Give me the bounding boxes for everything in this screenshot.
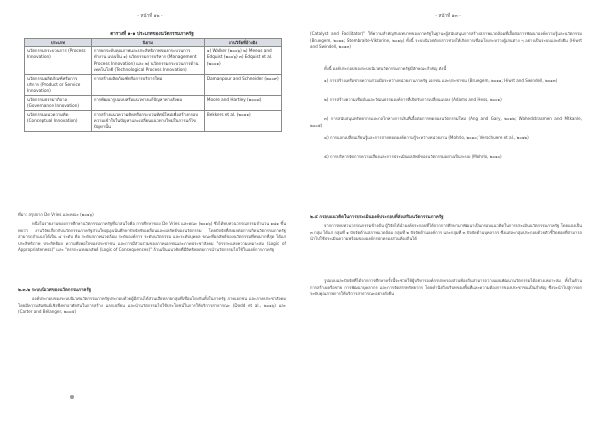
left-page — [8, 0, 292, 424]
list-item: ๑) การสร้างเครือข่ายความร่วมมือระหว่างหน่วยงานภาครัฐ เอกชน และประชาชน (Bruegem, ๒๐๑๑; Hiwrt and Swindell, ๒๐๑๓) — [324, 78, 558, 83]
table-cell: การยกระดับคุณภาพและประสิทธิภาพของกระบวนการทำงาน แบ่งเป็น ๑) นวัตกรรมการบริหาร (Management Process Innovation) และ ๒) นวัตกรรมกระบวนการด้านเทคโนโลยี (Technological Process Innovation) — [91, 47, 204, 75]
page-number: - หน้าที่ ๑๓ - — [435, 14, 461, 19]
table-row — [25, 47, 282, 75]
list-item: ๔) การแลกเปลี่ยนเรียนรู้และการถ่ายทอดองค์ความรู้ระหว่างหน่วยงาน (Mohrlo, ๒๐๑๐; Verschuere et al., ๒๐๑๒) — [324, 135, 529, 140]
table-header-cell: นิยาม — [91, 39, 204, 47]
scan-mark — [70, 395, 74, 399]
table-row — [25, 96, 282, 111]
body-paragraph: ทั้งนี้ องค์ประกอบของระบบนิเวศนวัตกรรมภาครัฐมีลักษณะสำคัญ ดังนี้ — [324, 66, 447, 71]
table-header-row — [25, 39, 282, 47]
table-cell: นวัตกรรมแนวความคิด (Conceptual Innovation) — [25, 111, 92, 132]
table-caption: ตารางที่ ๑-๑ ประเภทของนวัตกรรมภาครัฐ — [110, 32, 194, 37]
table-cell: นวัตกรรมกระบวนการ (Process Innovation) — [25, 47, 92, 75]
innovation-types-table — [24, 38, 282, 132]
body-paragraph: รูปแบบและปัจจัยที่ได้จากการศึกษาครั้งนี้จะช่วยให้ผู้บริหารองค์กรปกครองส่วนท้องถิ่นสามารถวางแผนพัฒนานวัตกรรมได้อย่างเหมาะสม ทั้งในด้านการสร้างเครือข่าย การพัฒนาบุคลากร และการจัดสรรทรัพยากร โดยคำนึงถึงบริบทของพื้นที่และความต้องการของประชาชนเป็นสำคัญ ซึ่งจะนำไปสู่การยกระดับคุณภาพการให้บริการสาธารณะอย่างยั่งยืน — [310, 278, 582, 297]
table-cell: การพัฒนารูปแบบหรือแนวทางแก้ปัญหาทางสังคม — [91, 96, 204, 111]
table-header-cell: ประเภท — [25, 39, 92, 47]
section-heading: ๒.๔ กรอบแนวคิดในการประเมินองค์ประกอบที่ส่งเสริมนวัตกรรมภาครัฐ — [310, 215, 444, 220]
table-cell: ๑) Walker (๒๐๐๖) ๒) Meeus and Edquist (๒๐๐๖) ๓) Edquist et al. (๒๐๐๑) — [204, 47, 281, 75]
table-row — [25, 111, 282, 132]
table-cell: การสร้างผลิตภัณฑ์หรือการบริการใหม่ — [91, 75, 204, 96]
section-heading: ๒.๓.๒ ระบบนิเวศของนวัตกรรมภาครัฐ — [18, 288, 92, 293]
table-cell: Bekkers et al. (๒๐๑๑) — [204, 111, 281, 132]
table-cell: Moore and Hartley (๒๐๐๘) — [204, 96, 281, 111]
right-page — [306, 0, 590, 424]
page-number: - หน้าที่ ๑๒ - — [137, 14, 163, 19]
body-paragraph: หนึ่งในรายงานของการศึกษานวัตกรรมภาครัฐที่น่าสนใจคือ การศึกษาของ De Vries และคณะ (๒๐๑๖) ซึ่งได้ทบทวนวรรณกรรมจำนวน ๑๘๑ ชิ้น พบว่า งานวิจัยเกี่ยวกับนวัตกรรมภาครัฐส่วนใหญ่มุ่งเน้นศึกษาปัจจัยขับเคลื่อนและผลลัพธ์ของนวัตกรรม โดยปัจจัยที่ส่งผลต่อการเกิดนวัตกรรมภาครัฐสามารถจำแนกได้เป็น ๔ ระดับ คือ ระดับสภาพแวดล้อม ระดับองค์การ ระดับนวัตกรรม และระดับบุคคล ขณะที่ผลลัพธ์ของนวัตกรรมที่พบมากที่สุด ได้แก่ ประสิทธิภาพ ประสิทธิผล ความพึงพอใจของประชาชน และการมีส่วนร่วมของภาคเอกชนและภาคประชาสังคม "ตรรกะแห่งความเหมาะสม (Logic of Appropriateness)" และ "ตรรกะแห่งผลลัพธ์ (Logic of Consequences)" ล้วนเป็นแนวคิดที่มีอิทธิพลต่อการนำนวัตกรรมไปใช้ในองค์การภาครัฐ — [18, 221, 286, 253]
list-item: ๕) การบริหารจัดการความเสี่ยงและการประเมินผลลัพธ์ของนวัตกรรมอย่างเป็นระบบ (Mohrlo, ๒๐๑๐) — [324, 154, 502, 159]
body-paragraph: (Catalyst and Facilitator)" ให้ความสำคัญกับบทบาทของภาครัฐในฐานะผู้สนับสนุนการสร้างสภาพแวดล้อมที่เอื้อต่อการพัฒนาองค์ความรู้และนวัตกรรม (Bruegem, ๒๐๑๑; Stembraite-Viktorine, ๒๐๑๖) ทั้งนี้ ระบบนิเวศดังกล่าวช่วยให้เกิดการเชื่อมโยงระหว่างผู้เล่นต่าง ๆ อย่างเป็นระบบและยั่งยืน (Hiwrt and Swindell, ๒๐๑๓) — [310, 31, 582, 50]
table-cell: การสร้างแนวความคิดหรือกระบวนทัศน์ใหม่เพื่อสร้างกรอบความเข้าใจในปัญหาและเปลี่ยนแนวทางใหม่ในการแก้ไขปัญหานั้น — [91, 111, 204, 132]
list-item: ๓) การสนับสนุนทรัพยากรและกลไกทางการเงินที่เอื้อต่อการทดลองนวัตกรรมใหม่ (Ang and Gary, ๒๐๑๒; Wahedstrasmen and Mtkanle, ๒๐๐๕) — [310, 116, 582, 128]
table-header-cell: งานวิจัยที่อ้างอิง — [204, 39, 281, 47]
table-cell: Damanpour and Schneider (๒๐๐๙) — [204, 75, 281, 96]
table-row — [25, 75, 282, 96]
table-source-note: ที่มา: สรุปจาก De Vries และคณะ (๒๐๑๖) — [18, 212, 94, 217]
table-cell: นวัตกรรมธรรมาภิบาล (Governance Innovation) — [25, 96, 92, 111]
body-paragraph: องค์ประกอบของระบบนิเวศนวัตกรรมภาครัฐประกอบด้วยผู้มีส่วนได้ส่วนเสียหลายกลุ่มที่เชื่อมโยงกันทั้งในภาครัฐ ภาคเอกชน และภาคประชาสังคม โดยมีความสัมพันธ์เชิงพึ่งพาอาศัยกันในการสร้าง แลกเปลี่ยน และนำนวัตกรรมไปใช้ประโยชน์ในการให้บริการสาธารณะ (Dodd et al., ๒๐๑๖) และ (Carter and Bélanger, ๒๐๐๕) — [18, 296, 286, 315]
body-paragraph: จากการทบทวนวรรณกรรมข้างต้น ผู้วิจัยได้นำองค์ประกอบที่ได้จากการศึกษามาพัฒนาเป็นกรอบแนวคิดในการประเมินนวัตกรรมภาครัฐ โดยแบ่งเป็น ๓ กลุ่ม ได้แก่ กลุ่มที่ ๑ ปัจจัยด้านสภาพแวดล้อม กลุ่มที่ ๒ ปัจจัยด้านองค์การ และกลุ่มที่ ๓ ปัจจัยด้านบุคลากร ซึ่งแต่ละกลุ่มประกอบด้วยตัวชี้วัดย่อยที่สามารถนำไปใช้ประเมินความพร้อมขององค์กรปกครองส่วนท้องถิ่นได้ — [310, 223, 582, 242]
list-item: ๒) การสร้างความเชื่อมั่นและวัฒนธรรมองค์การที่เปิดรับการเปลี่ยนแปลง (Adams and Hess, ๒๐๐๑) — [324, 97, 502, 102]
table-cell: นวัตกรรมผลิตภัณฑ์หรือการบริการ (Product or Service Innovation) — [25, 75, 92, 96]
